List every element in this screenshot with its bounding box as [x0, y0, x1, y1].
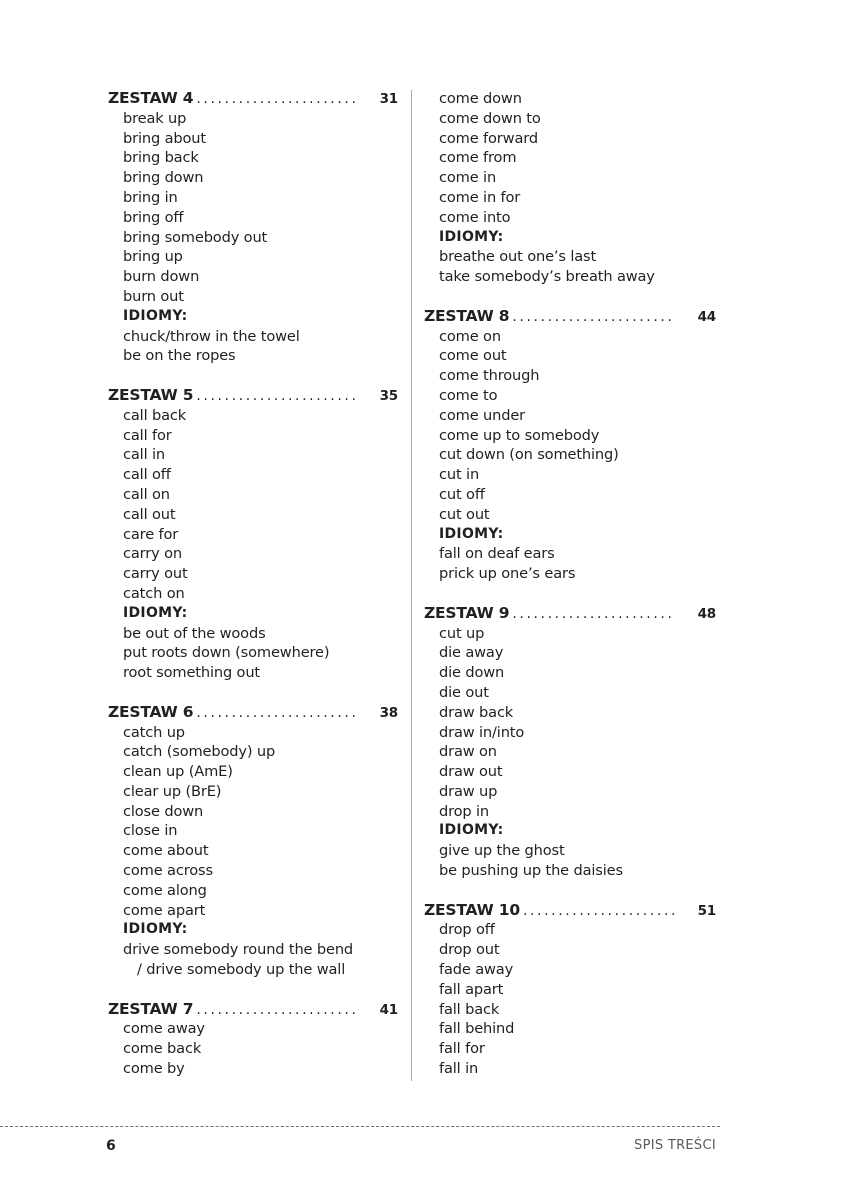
toc-entry: drop out [439, 941, 500, 959]
toc-column-left [108, 89, 398, 1079]
idioms-label: IDIOMY: [439, 228, 504, 245]
toc-entry: drive somebody round the bend [123, 941, 354, 959]
toc-entry: burn out [123, 287, 184, 305]
toc-entry: be on the ropes [123, 347, 236, 365]
toc-entry: bring off [123, 208, 184, 226]
toc-entry: draw up [439, 782, 498, 800]
toc-entry: come down [439, 90, 522, 107]
toc-entry: breathe out one’s last [439, 248, 597, 266]
section-title: ZESTAW 5 [108, 385, 194, 404]
toc-entry: drop off [439, 921, 495, 939]
toc-section-heading [108, 1000, 398, 1020]
section-spacer [108, 980, 398, 1000]
toc-section-heading [108, 703, 398, 723]
toc-entry: come up to somebody [439, 426, 600, 444]
toc-entry: fall behind [439, 1020, 515, 1038]
toc-entry: come by [123, 1060, 185, 1078]
toc-section-heading [424, 307, 716, 327]
toc-entry: give up the ghost [439, 842, 565, 860]
toc-entry: draw back [439, 703, 514, 721]
dot-leader: ....................... [196, 704, 359, 721]
section-page-number: 51 [697, 902, 716, 919]
toc-entry: bring somebody out [123, 228, 268, 246]
toc-entry: die down [439, 664, 505, 682]
toc-entry: come down to [439, 109, 541, 127]
idioms-label: IDIOMY: [123, 307, 188, 324]
toc-entry: come back [123, 1040, 202, 1058]
toc-entry: bring up [123, 248, 183, 266]
toc-entry-continuation: / drive somebody up the wall [137, 961, 346, 979]
toc-entry: cut out [439, 505, 490, 523]
dot-leader: ....................... [196, 1001, 359, 1018]
toc-entry: chuck/throw in the towel [123, 327, 300, 345]
toc-entry: put roots down (somewhere) [123, 644, 330, 662]
toc-entry: root something out [123, 664, 261, 682]
section-page-number: 31 [379, 91, 398, 107]
section-title: ZESTAW 10 [424, 900, 520, 919]
toc-entry: come from [439, 149, 517, 167]
toc-entry: catch on [123, 584, 185, 602]
page-number: 6 [106, 1138, 116, 1154]
toc-entry: draw out [439, 763, 503, 781]
toc-entry: come across [123, 862, 213, 880]
dot-leader: ....................... [512, 308, 675, 325]
dot-leader: ....................... [196, 387, 359, 404]
toc-entry: come in [439, 169, 497, 187]
toc-section-heading [424, 604, 716, 624]
section-title: ZESTAW 6 [108, 702, 194, 721]
section-title: ZESTAW 4 [108, 89, 194, 107]
toc-entry: come apart [123, 901, 206, 919]
idioms-label: IDIOMY: [439, 822, 504, 839]
toc-column-right [424, 89, 716, 1079]
toc-entry: come under [439, 406, 526, 424]
toc-entry: catch up [123, 723, 185, 741]
idioms-label: IDIOMY: [123, 921, 188, 938]
toc-entry: bring about [123, 129, 206, 147]
toc-entry: cut off [439, 485, 485, 503]
section-title: ZESTAW 8 [424, 306, 510, 325]
toc-entry: come away [123, 1020, 205, 1038]
section-page-number: 38 [379, 704, 398, 721]
toc-entry: come forward [439, 129, 538, 147]
section-spacer [108, 366, 398, 386]
section-page-number: 41 [379, 1001, 398, 1018]
toc-entry: carry out [123, 565, 188, 583]
toc-entry: fall apart [439, 980, 504, 998]
toc-entry: draw on [439, 743, 497, 761]
toc-entry: call back [123, 406, 187, 424]
toc-entry: cut up [439, 624, 485, 642]
toc-entry: close in [123, 822, 178, 840]
toc-entry: come on [439, 327, 501, 345]
toc-entry: be pushing up the daisies [439, 862, 623, 880]
section-spacer [424, 584, 716, 604]
toc-entry: fall for [439, 1040, 485, 1058]
section-spacer [108, 683, 398, 703]
toc-entry: cut in [439, 466, 480, 484]
toc-entry: bring down [123, 169, 204, 187]
toc-entry: prick up one’s ears [439, 565, 576, 583]
toc-entry: bring back [123, 149, 199, 167]
toc-entry: fall back [439, 1000, 500, 1018]
section-spacer [424, 287, 716, 307]
idioms-label: IDIOMY: [123, 604, 188, 621]
toc-entry: call for [123, 426, 172, 444]
toc-entry: care for [123, 525, 179, 543]
toc-entry: die out [439, 683, 489, 701]
toc-entry: draw in/into [439, 723, 525, 741]
toc-entry: come to [439, 386, 498, 404]
section-page-number: 48 [697, 605, 716, 622]
toc-entry: fall in [439, 1060, 479, 1078]
toc-entry: clear up (BrE) [123, 782, 222, 800]
toc-entry: burn down [123, 268, 200, 286]
toc-section-heading [108, 89, 398, 109]
section-page-number: 35 [379, 387, 398, 404]
column-divider [411, 90, 412, 1081]
toc-entry: carry on [123, 545, 182, 563]
toc-entry: call off [123, 466, 171, 484]
toc-section-heading [424, 901, 716, 921]
footer-dashed-rule [0, 1126, 720, 1127]
idioms-label: IDIOMY: [439, 525, 504, 542]
toc-entry: catch (somebody) up [123, 743, 276, 761]
section-page-number: 44 [697, 308, 716, 325]
toc-entry: fall on deaf ears [439, 545, 555, 563]
dot-leader: ....................... [196, 91, 359, 107]
toc-entry: come through [439, 367, 540, 385]
toc-entry: be out of the woods [123, 624, 266, 642]
toc-entry: call on [123, 485, 170, 503]
toc-entry: come out [439, 347, 507, 365]
toc-entry: call in [123, 446, 165, 464]
toc-entry: close down [123, 802, 204, 820]
toc-entry: come in for [439, 188, 521, 206]
toc-entry: take somebody’s breath away [439, 268, 655, 286]
dot-leader: ...................... [522, 902, 679, 919]
toc-entry: die away [439, 644, 504, 662]
toc-entry: come into [439, 208, 511, 226]
toc-section-heading [108, 386, 398, 406]
toc-entry: fade away [439, 961, 514, 979]
toc-entry: clean up (AmE) [123, 763, 233, 781]
toc-entry: bring in [123, 188, 178, 206]
running-footer-section-name: SPIS TREŚCI [634, 1138, 716, 1153]
dot-leader: ....................... [512, 605, 675, 622]
toc-entry: call out [123, 505, 176, 523]
section-title: ZESTAW 9 [424, 603, 510, 622]
toc-entry: come about [123, 842, 209, 860]
toc-entry: cut down (on something) [439, 446, 619, 464]
toc-entry: come along [123, 881, 207, 899]
section-title: ZESTAW 7 [108, 999, 194, 1018]
toc-entry: break up [123, 109, 187, 127]
toc-entry: drop in [439, 802, 490, 820]
section-spacer [424, 881, 716, 901]
